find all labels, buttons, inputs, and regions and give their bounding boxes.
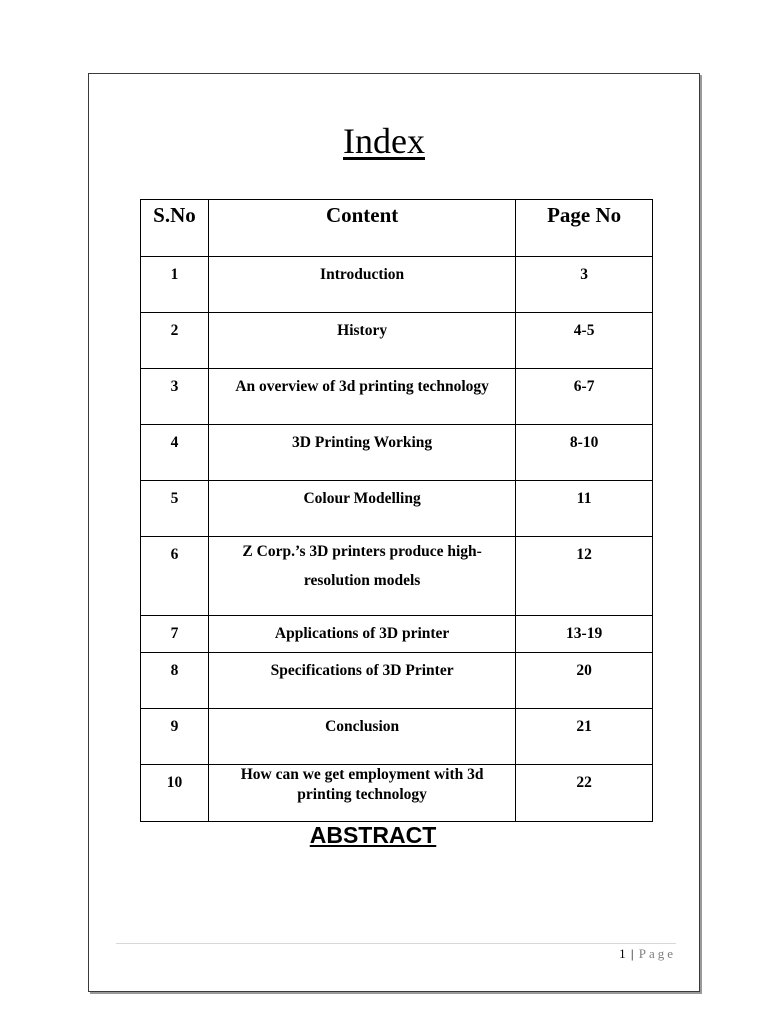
cell-content: Specifications of 3D Printer	[208, 653, 515, 709]
cell-sno: 3	[141, 369, 209, 425]
abstract-heading: ABSTRACT	[309, 822, 437, 848]
cell-page: 21	[516, 709, 653, 765]
cell-content	[208, 765, 515, 822]
table-header-row	[141, 200, 653, 257]
index-title: Index	[343, 121, 425, 161]
table-row	[141, 653, 653, 709]
table-row	[141, 313, 653, 369]
cell-content-line: printing technology	[297, 786, 427, 803]
header-sno: S.No	[141, 200, 209, 257]
table-row	[141, 425, 653, 481]
cell-page: 22	[516, 765, 653, 822]
table-row	[141, 765, 653, 822]
cell-page: 3	[516, 257, 653, 313]
cell-sno: 2	[141, 313, 209, 369]
cell-page: 12	[516, 537, 653, 616]
table-row	[141, 709, 653, 765]
cell-content: An overview of 3d printing technology	[208, 369, 515, 425]
cell-sno: 6	[141, 537, 209, 616]
header-content: Content	[208, 200, 515, 257]
cell-page: 11	[516, 481, 653, 537]
page-footer	[619, 946, 676, 962]
cell-content: Conclusion	[208, 709, 515, 765]
cell-content: History	[208, 313, 515, 369]
footer-separator: |	[630, 946, 634, 961]
cell-page: 20	[516, 653, 653, 709]
cell-content: Introduction	[208, 257, 515, 313]
cell-content	[208, 537, 515, 616]
index-table	[140, 199, 653, 822]
cell-sno: 7	[141, 616, 209, 653]
cell-page: 8-10	[516, 425, 653, 481]
cell-page: 13-19	[516, 616, 653, 653]
table-row	[141, 481, 653, 537]
cell-content: Colour Modelling	[208, 481, 515, 537]
header-page-no: Page No	[516, 200, 653, 257]
cell-page: 4-5	[516, 313, 653, 369]
cell-sno: 9	[141, 709, 209, 765]
footer-page-label: Page	[638, 946, 676, 961]
cell-content-line: Z Corp.’s 3D printers produce high-	[242, 543, 482, 560]
cell-sno: 1	[141, 257, 209, 313]
cell-content: 3D Printing Working	[208, 425, 515, 481]
footer-divider	[116, 943, 676, 944]
table-row	[141, 537, 653, 616]
table-row	[141, 257, 653, 313]
cell-page: 6-7	[516, 369, 653, 425]
table-row	[141, 616, 653, 653]
cell-sno: 10	[141, 765, 209, 822]
cell-sno: 8	[141, 653, 209, 709]
cell-content-line: How can we get employment with 3d	[240, 766, 484, 783]
cell-content: Applications of 3D printer	[208, 616, 515, 653]
footer-page-number: 1	[619, 946, 626, 961]
cell-sno: 5	[141, 481, 209, 537]
cell-sno: 4	[141, 425, 209, 481]
cell-content-line: resolution models	[303, 572, 421, 589]
table-row	[141, 369, 653, 425]
